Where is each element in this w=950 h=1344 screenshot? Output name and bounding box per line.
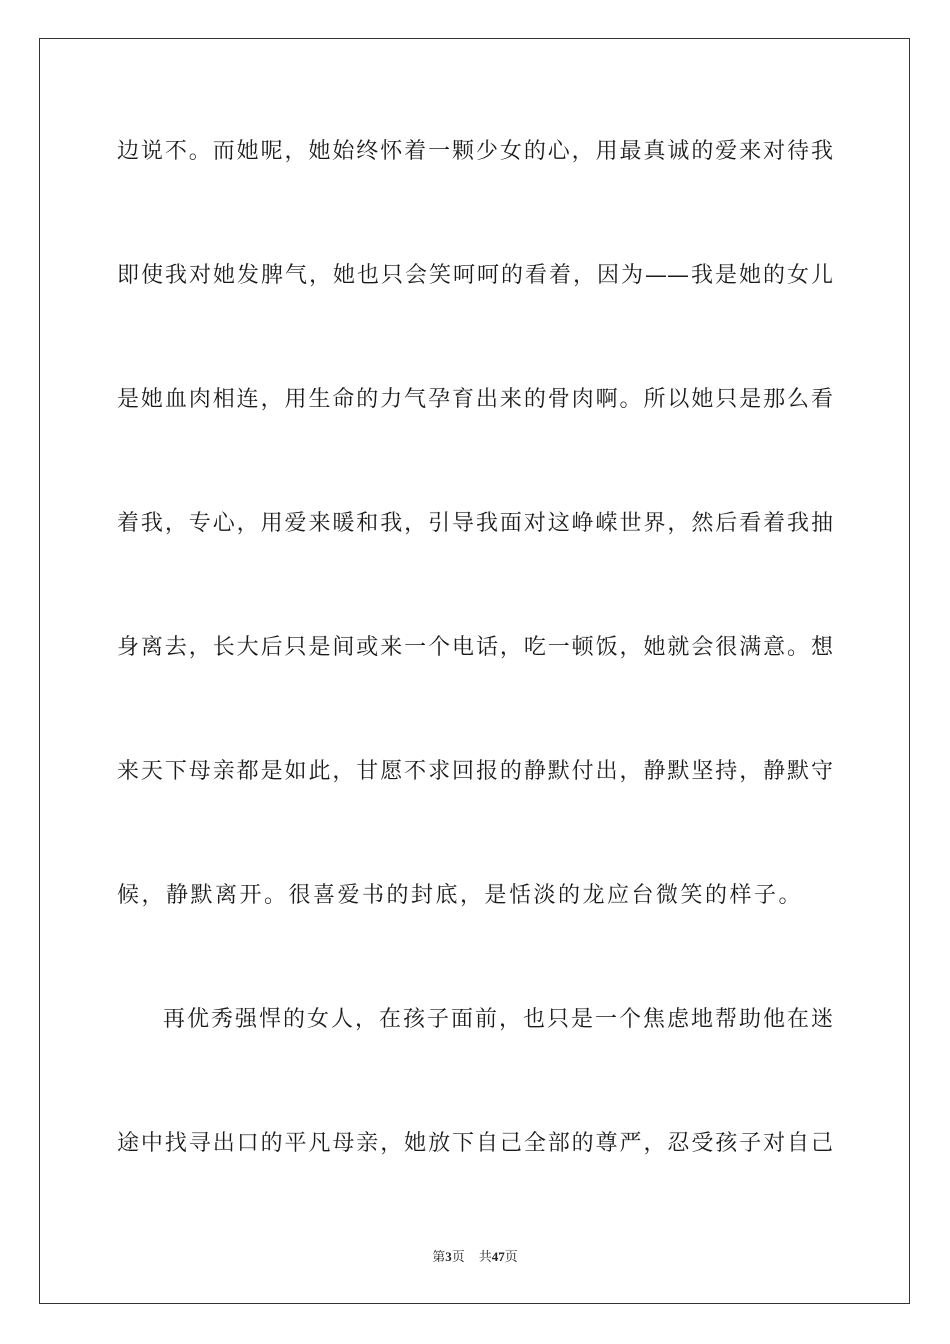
page-suffix: 页 [451,1250,465,1265]
total-suffix: 页 [504,1250,518,1265]
page-number: 3 [445,1249,452,1264]
page-border [39,38,910,1304]
body-line-4: 着我，专心，用爱来暖和我，引导我面对这峥嵘世界，然后看着我抽 [117,511,833,536]
body-line-8: 再优秀强悍的女人，在孩子面前，也只是一个焦虑地帮助他在迷 [163,1007,833,1032]
body-line-6: 来天下母亲都是如此，甘愿不求回报的静默付出，静默坚持，静默守 [117,759,833,784]
body-line-3: 是她血肉相连，用生命的力气孕育出来的骨肉啊。所以她只是那么看 [117,387,833,412]
body-line-7: 候，静默离开。很喜爱书的封底，是恬淡的龙应台微笑的样子。 [117,883,804,908]
body-line-2: 即使我对她发脾气，她也只会笑呵呵的看着，因为——我是她的女儿 [117,263,833,288]
body-line-1: 边说不。而她呢，她始终怀着一颗少女的心，用最真诚的爱来对待我 [117,139,833,164]
page-footer [0,1248,950,1267]
total-pages: 47 [491,1249,505,1264]
total-prefix: 共 [478,1250,492,1265]
body-line-5: 身离去，长大后只是间或来一个电话，吃一顿饭，她就会很满意。想 [117,635,833,660]
body-line-9: 途中找寻出口的平凡母亲，她放下自己全部的尊严，忍受孩子对自己 [117,1131,833,1156]
page-prefix: 第 [432,1250,446,1265]
